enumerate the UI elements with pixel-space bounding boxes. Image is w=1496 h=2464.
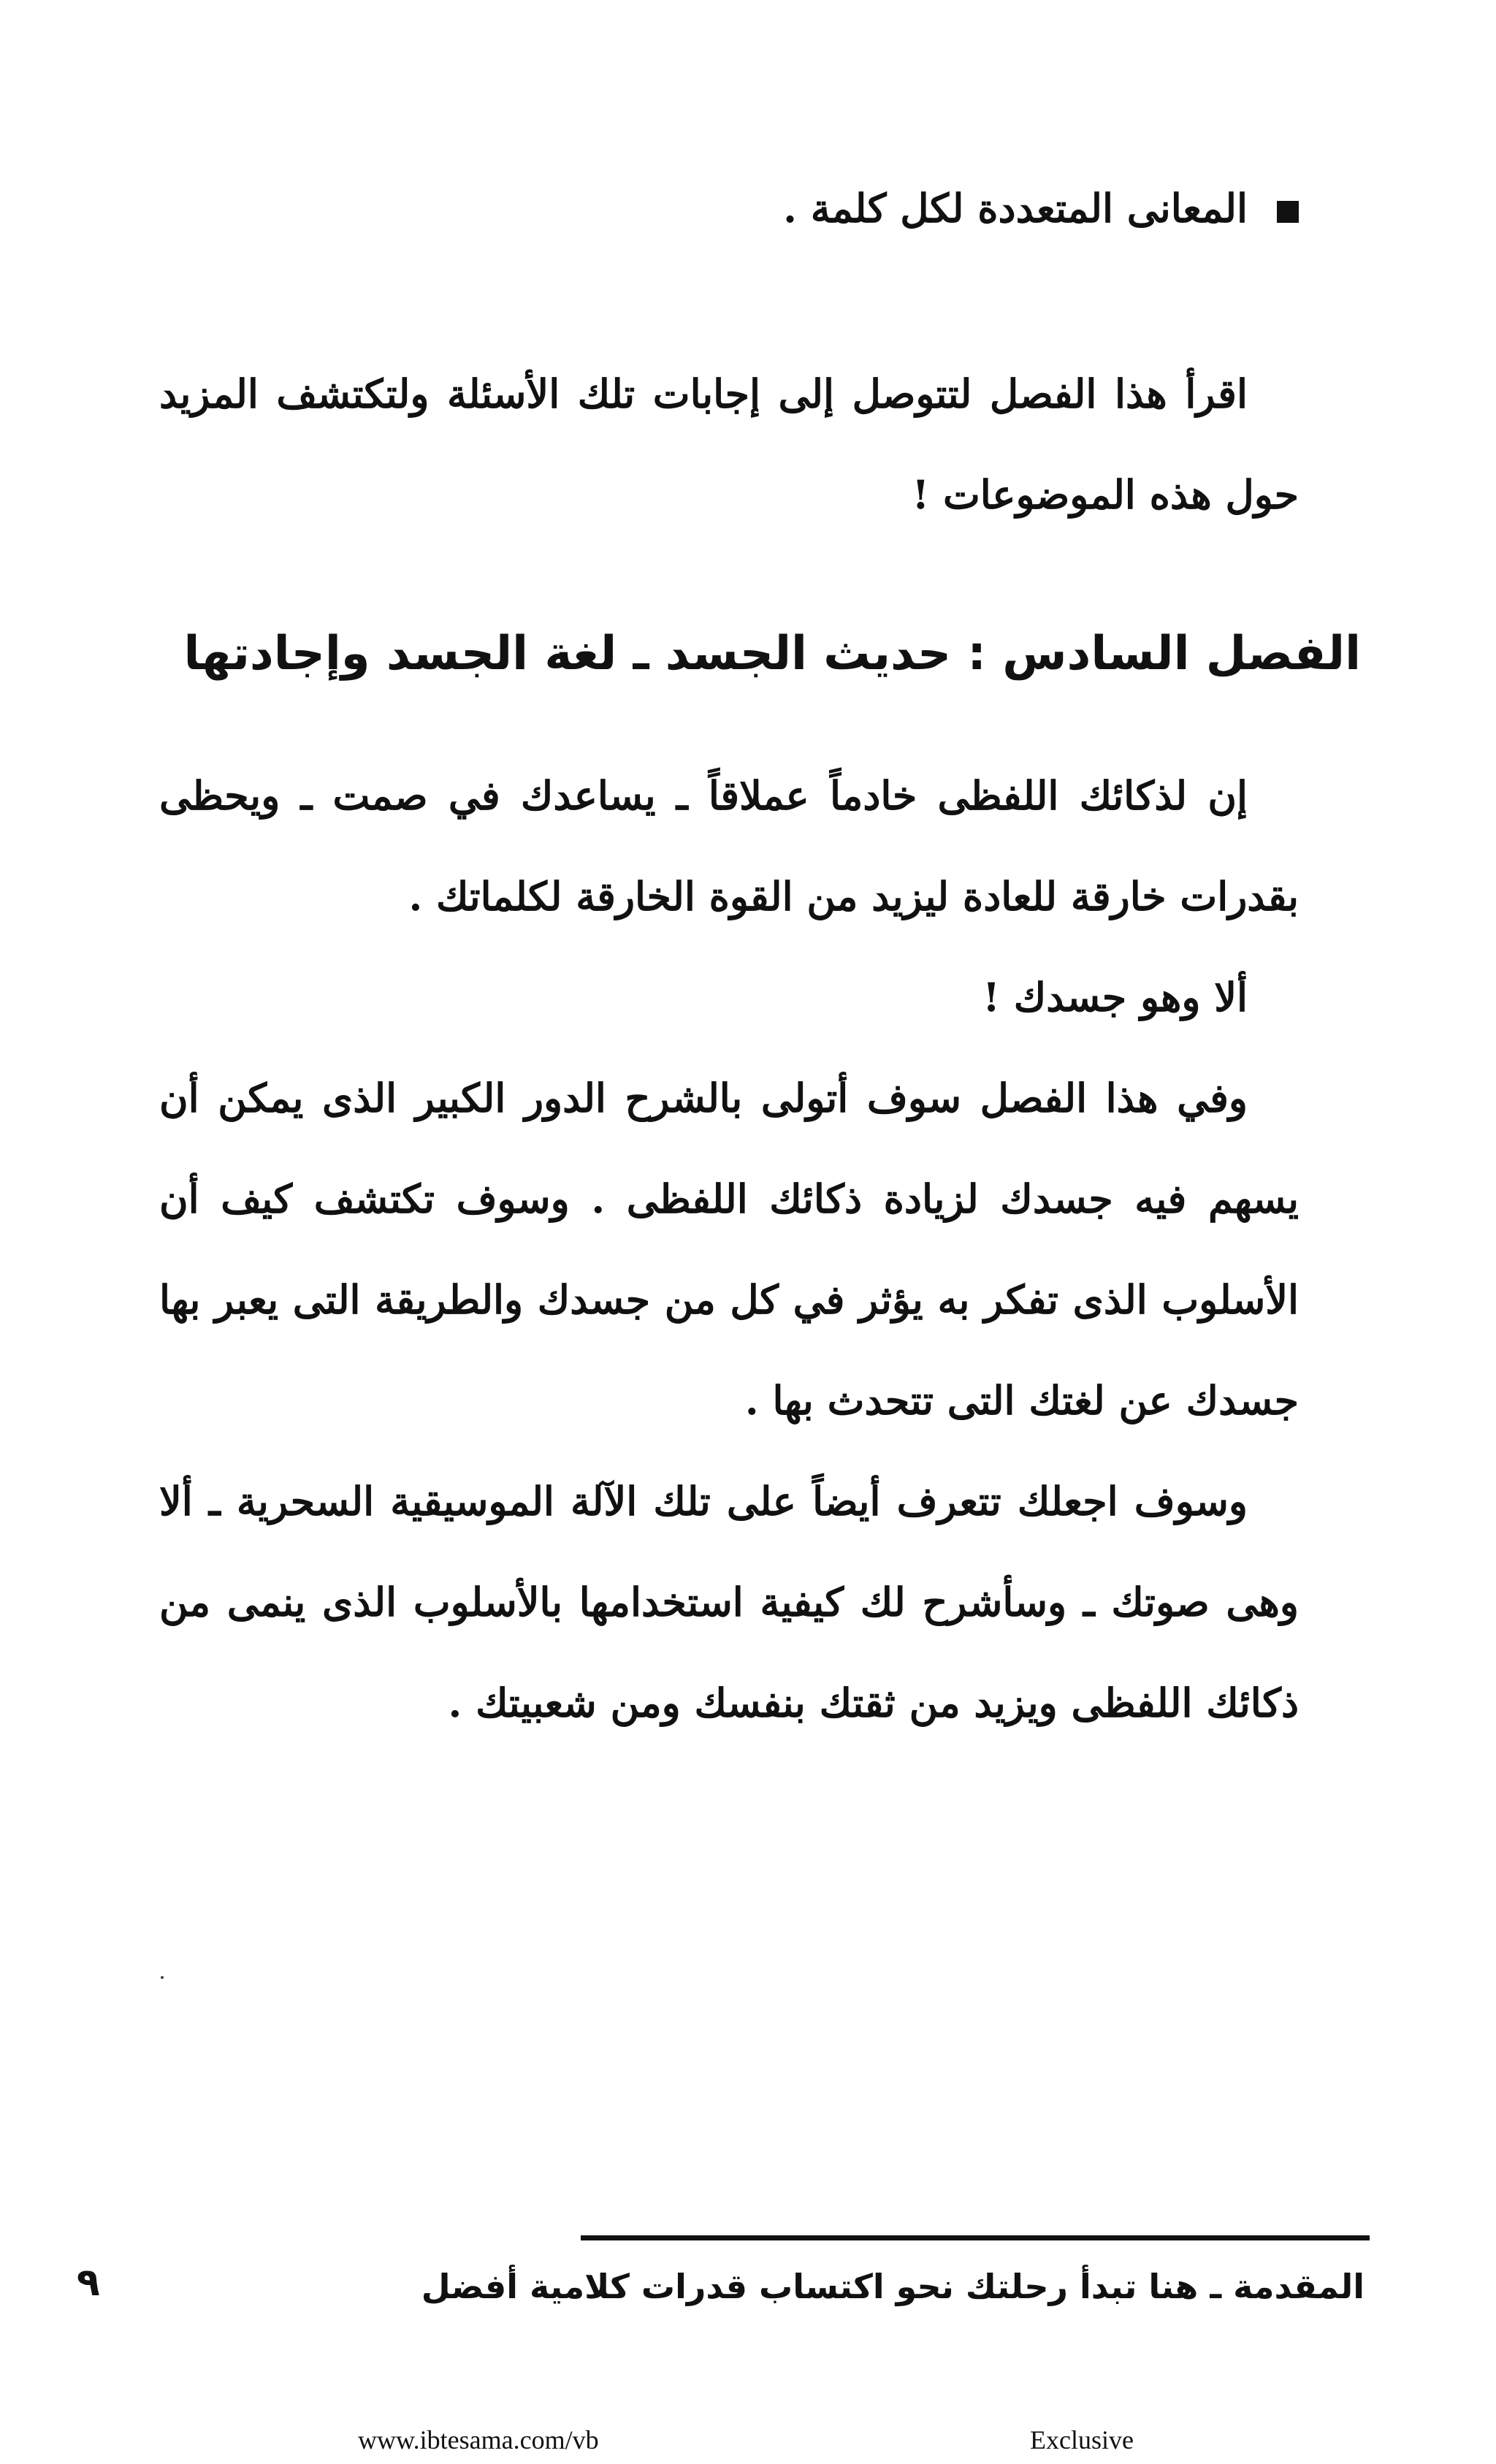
footer-divider [581,2235,1370,2240]
body-paragraph: وفي هذا الفصل سوف أتولى بالشرح الدور الكبير الذى يمكن أن يسهم فيه جسدك لزيادة ذكائك اللفظى . وسوف تكتشف كيف أن الأسلوب الذى تفكر به يؤثر في كل من جسدك والطريقة التى يعبر بها جسدك عن لغتك التى تتحدث بها . [159,1075,1299,1424]
scan-speck [161,1976,164,1979]
watermark-tag: Exclusive [1030,2425,1134,2455]
bullet-list-item [783,168,1299,248]
page-number: ٩ [77,2261,100,2305]
bullet-square-icon [1277,201,1299,223]
body-paragraph: ألا وهو جسدك ! [982,974,1248,1021]
running-footer-title: المقدمة ـ هنا تبدأ رحلتك نحو اكتساب قدرات كلامية أفضل [421,2267,1365,2306]
body-paragraph: إن لذكائك اللفظى خادماً عملاقاً ـ يساعدك في صمت ـ ويحظى بقدرات خارقة للعادة ليزيد من القوة الخارقة لكلماتك . [159,772,1299,920]
intro-paragraph [159,343,1299,545]
chapter-heading: الفصل السادس : حديث الجسد ـ لغة الجسد وإجادتها [183,627,1361,681]
chapter-body [159,745,1299,1753]
intro-paragraph-text: اقرأ هذا الفصل لتتوصل إلى إجابات تلك الأسئلة ولتكتشف المزيد حول هذه الموضوعات ! [159,370,1299,518]
body-paragraph: وسوف اجعلك تتعرف أيضاً على تلك الآلة الموسيقية السحرية ـ ألا وهى صوتك ـ وسأشرح لك كيفية استخدامها بالأسلوب الذى ينمى من ذكائك اللفظى ويزيد من ثقتك بنفسك ومن شعبيتك . [159,1478,1299,1726]
watermark-url: www.ibtesama.com/vb [358,2425,599,2455]
bullet-item-text: المعانى المتعددة لكل كلمة . [783,185,1248,232]
